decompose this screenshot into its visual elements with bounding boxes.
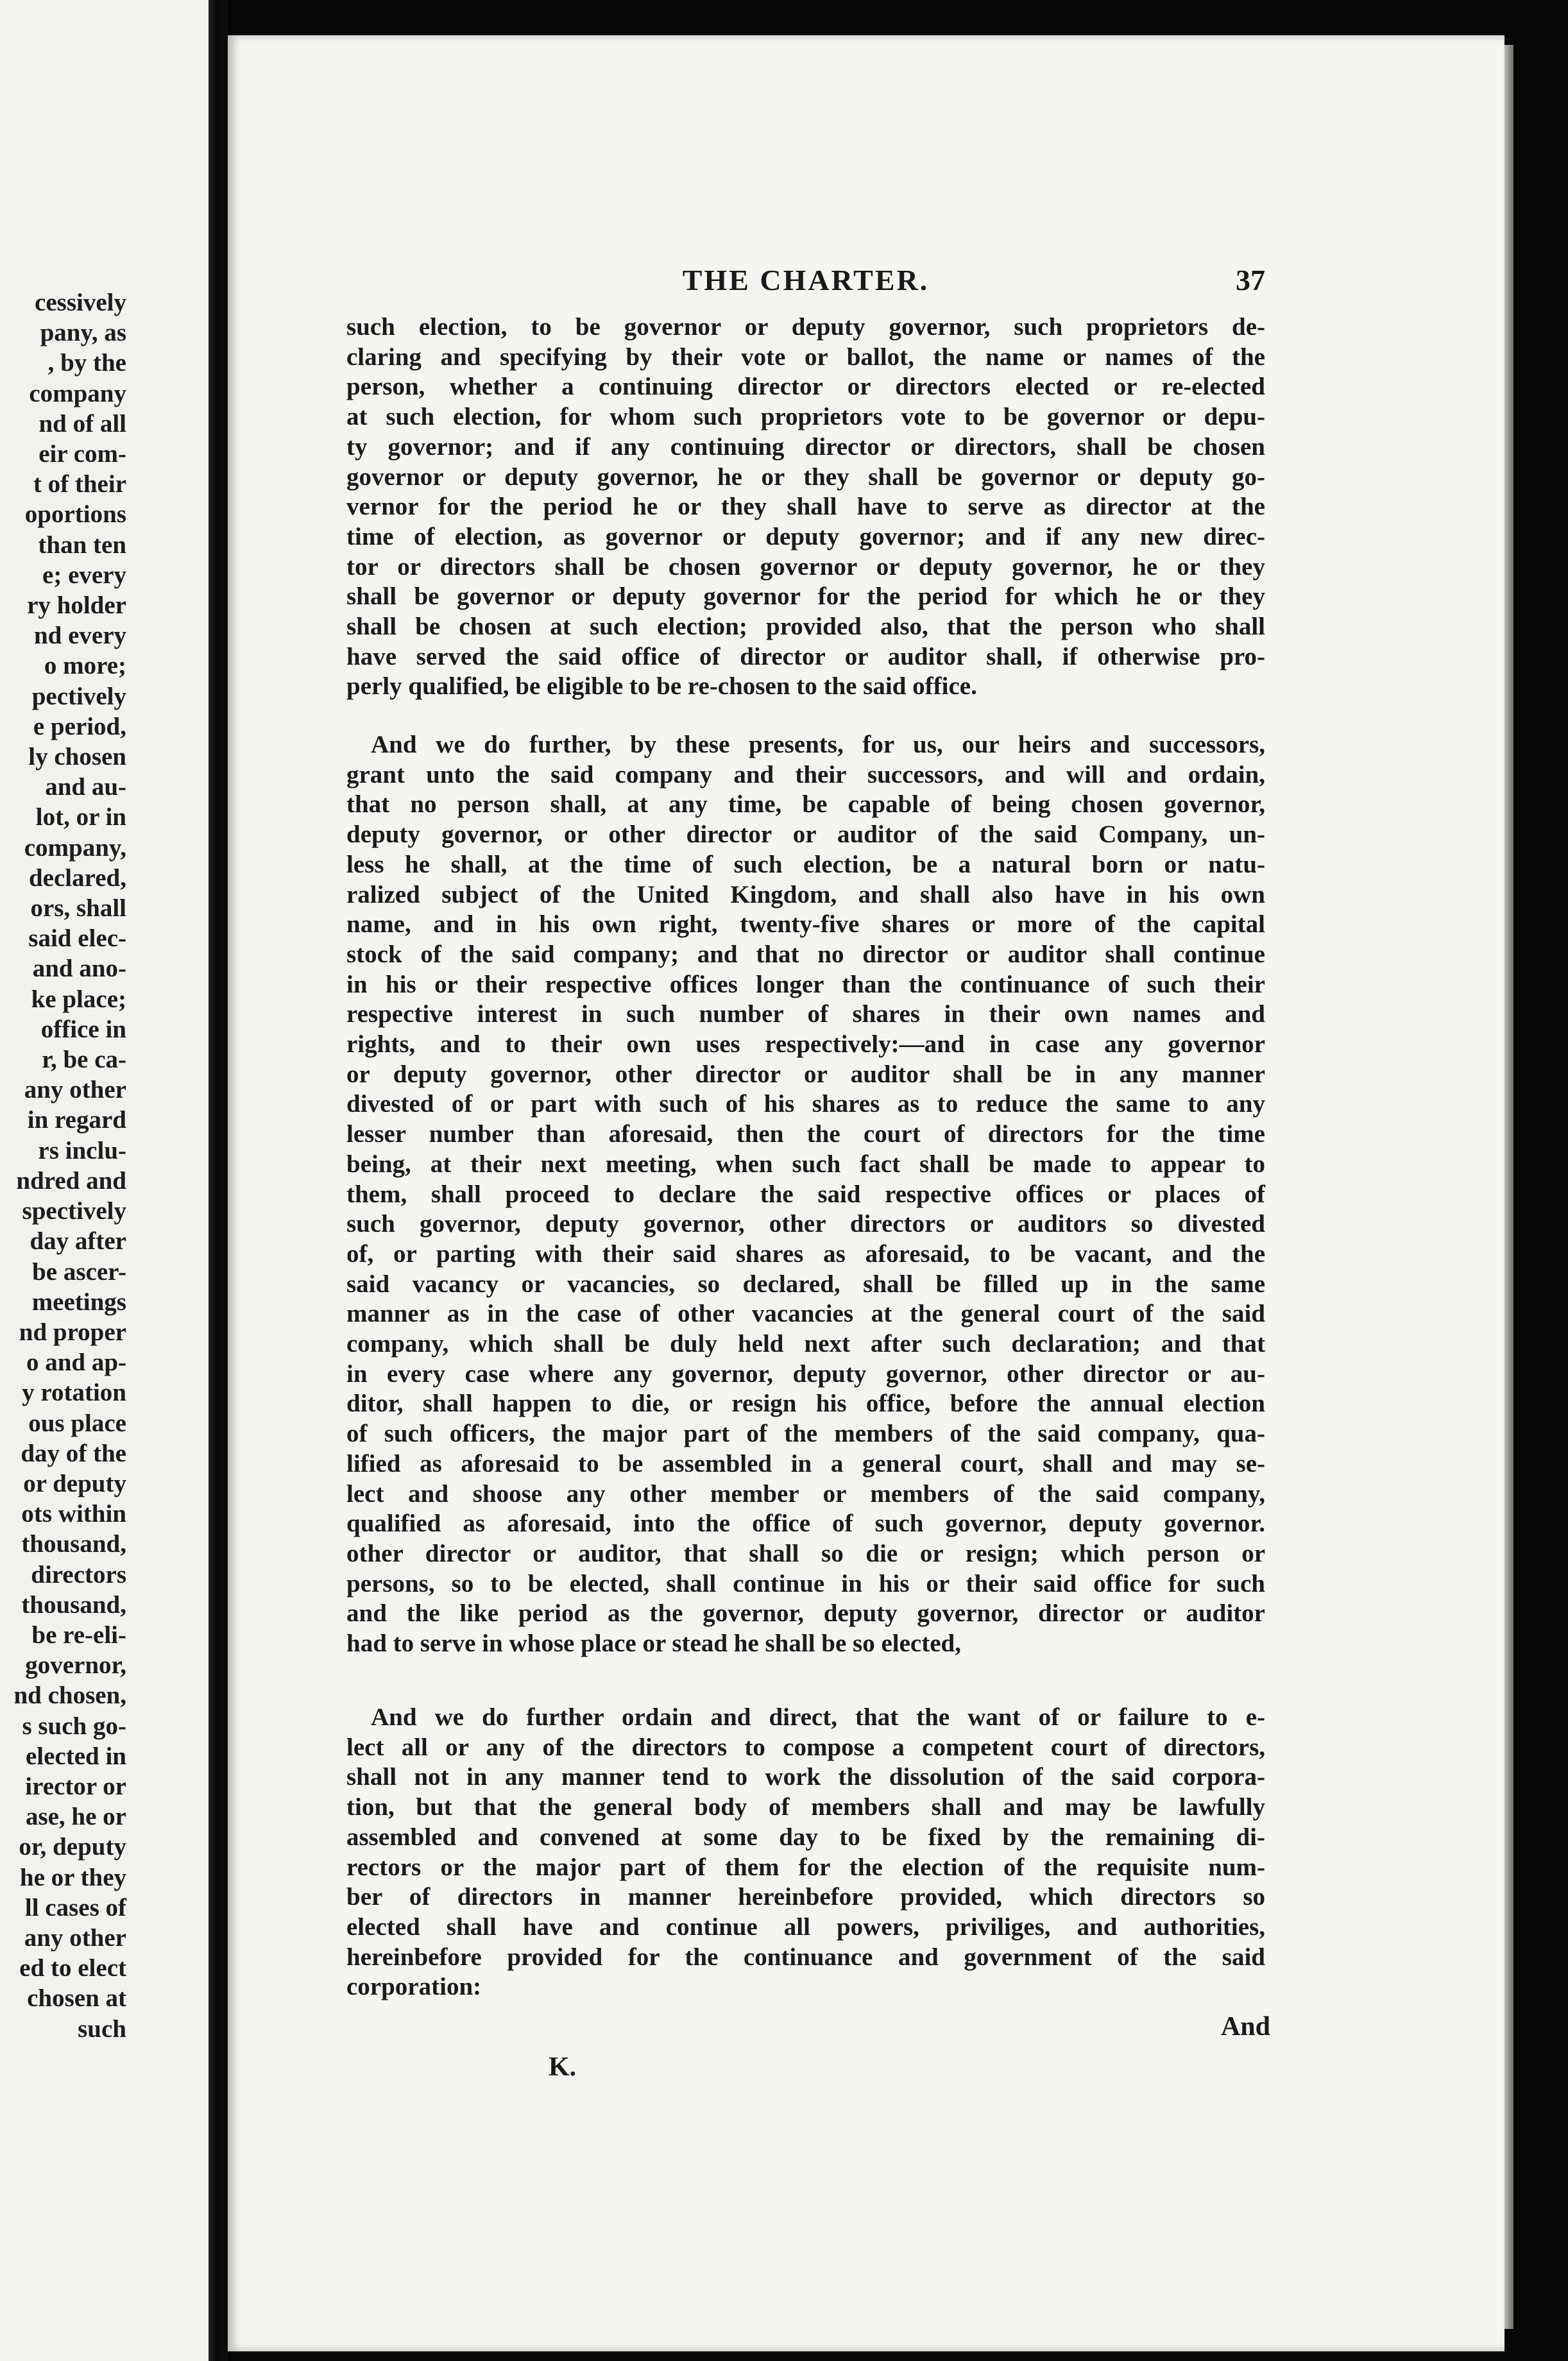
text-line: have served the said office of director or auditor shall, if otherwise pro- xyxy=(346,642,1265,670)
left-page-line: nd chosen, xyxy=(13,1682,126,1710)
left-page-line: he or they xyxy=(19,1863,126,1891)
text-line: of, or parting with their said shares as aforesaid, to be vacant, and the xyxy=(346,1240,1265,1268)
text-line: had to serve in whose place or stead he shall be so elected, xyxy=(346,1630,961,1658)
page-number: 37 xyxy=(1236,264,1265,296)
text-line: ty governor; and if any continuing director or directors, shall be chosen xyxy=(346,432,1265,461)
text-line: rights, and to their own uses respectively:—and in case any governor xyxy=(346,1030,1265,1059)
left-page-line: or deputy xyxy=(23,1469,126,1497)
left-page-line: pectively xyxy=(31,682,126,710)
text-line: lect all or any of the directors to compose a competent court of directors, xyxy=(346,1733,1265,1761)
text-line: said vacancy or vacancies, so declared, shall be filled up in the same xyxy=(346,1270,1265,1298)
left-page-line: e period, xyxy=(33,712,126,740)
left-page-line: than ten xyxy=(38,531,126,559)
text-line: or deputy governor, other director or auditor shall be in any manner xyxy=(346,1060,1265,1088)
left-page-line: y rotation xyxy=(22,1379,126,1407)
text-line: them, shall proceed to declare the said respective offices or places of xyxy=(346,1180,1265,1208)
text-line: qualified as aforesaid, into the office of such governor, deputy governor. xyxy=(346,1510,1265,1538)
left-page-line: chosen at xyxy=(27,1984,126,2013)
left-page-line: ous place xyxy=(28,1409,126,1437)
text-line: name, and in his own right, twenty-five shares or more of the capital xyxy=(346,910,1265,939)
left-page-line: nd of all xyxy=(38,409,126,438)
left-page-line: pany, as xyxy=(40,319,126,347)
left-page-text xyxy=(13,287,126,2044)
left-page-line: oportions xyxy=(24,500,126,529)
text-line: assembled and convened at some day to be fixed by the remaining di- xyxy=(346,1823,1265,1851)
text-line: lesser number than aforesaid, then the court of directors for the time xyxy=(346,1120,1265,1148)
left-page-line: day after xyxy=(30,1227,126,1256)
text-line: of such officers, the major part of the members of the said company, qua- xyxy=(346,1420,1265,1448)
left-page-line: o and ap- xyxy=(26,1349,126,1377)
text-line: vernor for the period he or they shall have to serve as director at the xyxy=(346,493,1265,521)
left-page-line: thousand, xyxy=(21,1530,126,1558)
left-page-line: company, xyxy=(24,833,126,862)
text-line: corporation: xyxy=(346,1973,482,2001)
text-line: grant unto the said company and their successors, and will and ordain, xyxy=(346,760,1265,788)
text-line: tor or directors shall be chosen governor or deputy governor, he or they xyxy=(346,552,1265,581)
text-line: such governor, deputy governor, other directors or auditors so divested xyxy=(346,1210,1265,1238)
text-line: lified as aforesaid to be assembled in a general court, shall and may se- xyxy=(346,1449,1265,1478)
left-page-line: ndred and xyxy=(16,1166,126,1195)
text-line: stock of the said company; and that no director or auditor shall continue xyxy=(346,940,1265,968)
text-line: company, which shall be duly held next after such declaration; and that xyxy=(346,1330,1265,1358)
text-line: divested of or part with such of his shares as to reduce the same to any xyxy=(346,1090,1265,1118)
left-page-line: ry holder xyxy=(27,592,126,620)
text-line: respective interest in such number of shares in their own names and xyxy=(346,1000,1265,1028)
text-line: claring and specifying by their vote or ballot, the name or names of the xyxy=(346,343,1265,371)
text-line: hereinbefore provided for the continuance and government of the said xyxy=(346,1943,1265,1971)
left-page-line: and ano- xyxy=(32,955,126,983)
page-edge xyxy=(1504,45,1513,2329)
left-page-line: ase, he or xyxy=(25,1803,126,1831)
left-page-line: t of their xyxy=(33,470,126,499)
paragraph-1 xyxy=(346,312,1265,702)
left-page-line: s such go- xyxy=(22,1712,126,1740)
text-line: person, whether a continuing director or directors elected or re-elected xyxy=(346,373,1265,401)
paragraph-2 xyxy=(346,730,1265,1659)
text-line: and the like period as the governor, deputy governor, director or auditor xyxy=(346,1599,1265,1628)
left-page-line: o more; xyxy=(44,652,126,680)
left-page-line: directors xyxy=(31,1560,126,1589)
text-line: perly qualified, be eligible to be re-chosen to the said office. xyxy=(346,672,977,701)
left-page-line: thousand, xyxy=(21,1590,126,1619)
text-line: less he shall, at the time of such election, be a natural born or natu- xyxy=(346,850,1265,878)
left-page-line: day of the xyxy=(21,1439,126,1467)
text-line: deputy governor, or other director or auditor of the said Company, un- xyxy=(346,821,1265,849)
left-page-line: ed to elect xyxy=(19,1954,126,1982)
text-line: lect and shoose any other member or members of the said company, xyxy=(346,1479,1265,1508)
text-line: ber of directors in manner hereinbefore provided, which directors so xyxy=(346,1883,1265,1911)
text-line: manner as in the case of other vacancies at the general court of the said xyxy=(346,1300,1265,1328)
text-line: ditor, shall happen to die, or resign his office, before the annual election xyxy=(346,1390,1265,1418)
left-page-line: and au- xyxy=(45,773,126,801)
text-line: shall be governor or deputy governor for the period for which he or they xyxy=(346,583,1265,611)
text-line: shall be chosen at such election; provided also, that the person who shall xyxy=(346,613,1265,641)
text-line: rectors or the major part of them for the election of the requisite num- xyxy=(346,1853,1265,1881)
text-line: that no person shall, at any time, be capable of being chosen governor, xyxy=(346,790,1265,819)
left-page-line: ots within xyxy=(21,1500,126,1528)
text-line: elected shall have and continue all powers, priviliges, and authorities, xyxy=(346,1913,1265,1941)
left-page-line: , by the xyxy=(47,349,126,377)
left-page-line: company xyxy=(29,379,126,407)
text-line: shall not in any manner tend to work the dissolution of the said corpora- xyxy=(346,1763,1265,1791)
left-page-line: nd proper xyxy=(19,1318,126,1346)
text-line: governor or deputy governor, he or they shall be governor or deputy go- xyxy=(346,463,1265,491)
catchword: And xyxy=(1220,2012,1270,2041)
text-line: And we do further ordain and direct, that the want of or failure to e- xyxy=(371,1703,1265,1731)
left-page-line: ll cases of xyxy=(24,1893,126,1922)
text-line: in his or their respective offices longer than the continuance of such their xyxy=(346,970,1265,998)
left-page-line: e; every xyxy=(42,561,126,589)
left-page-line: any other xyxy=(24,1076,126,1104)
left-page-line: governor, xyxy=(25,1651,126,1680)
left-page-line: eir com- xyxy=(38,440,126,468)
left-page-line: said elec- xyxy=(28,925,126,953)
text-line: And we do further, by these presents, for us, our heirs and successors, xyxy=(371,731,1265,758)
left-page-line: cessively xyxy=(35,289,126,316)
left-page-line: spectively xyxy=(22,1197,126,1225)
text-line: persons, so to be elected, shall continue in his or their said office for such xyxy=(346,1569,1265,1598)
left-page-line: ke place; xyxy=(31,985,126,1013)
left-page-line: rs inclu- xyxy=(38,1136,126,1164)
text-line: time of election, as governor or deputy governor; and if any new direc- xyxy=(346,522,1265,550)
left-page-line: elected in xyxy=(25,1742,126,1770)
text-line: ralized subject of the United Kingdom, and shall also have in his own xyxy=(346,880,1265,908)
text-line: other director or auditor, that shall so die or resign; which person or xyxy=(346,1539,1265,1567)
text-line: tion, but that the general body of members shall and may be lawfully xyxy=(346,1793,1265,1821)
text-line: such election, to be governor or deputy governor, such proprietors de- xyxy=(346,313,1265,341)
paragraph-3 xyxy=(346,1703,1265,2002)
page-header xyxy=(346,263,1265,302)
left-page-line: r, be ca- xyxy=(42,1046,126,1074)
left-page-line: in regard xyxy=(27,1106,126,1134)
left-page-line: be ascer- xyxy=(32,1257,126,1286)
running-title: THE CHARTER. xyxy=(682,264,930,296)
left-page-line: be re-eli- xyxy=(31,1621,126,1649)
signature-mark: K. xyxy=(549,2052,577,2082)
left-page-line: meetings xyxy=(31,1288,126,1316)
left-page-line: any other xyxy=(24,1923,126,1952)
left-page-line: ors, shall xyxy=(30,894,126,923)
left-page-line: irector or xyxy=(25,1772,126,1800)
left-page-line: office in xyxy=(40,1015,126,1043)
left-page-line: or, deputy xyxy=(19,1833,126,1861)
left-page-line: ly chosen xyxy=(28,743,126,771)
left-page xyxy=(0,0,209,2361)
left-page-line: nd every xyxy=(33,622,126,650)
text-line: being, at their next meeting, when such fact shall be made to appear to xyxy=(346,1150,1265,1178)
text-line: at such election, for whom such proprietors vote to be governor or depu- xyxy=(346,403,1265,431)
book-gutter xyxy=(209,0,228,2361)
left-page-line: such xyxy=(78,2015,126,2043)
left-page-line: declared, xyxy=(28,864,126,892)
text-line: in every case where any governor, deputy governor, other director or au- xyxy=(346,1359,1265,1388)
left-page-line: lot, or in xyxy=(35,803,126,831)
